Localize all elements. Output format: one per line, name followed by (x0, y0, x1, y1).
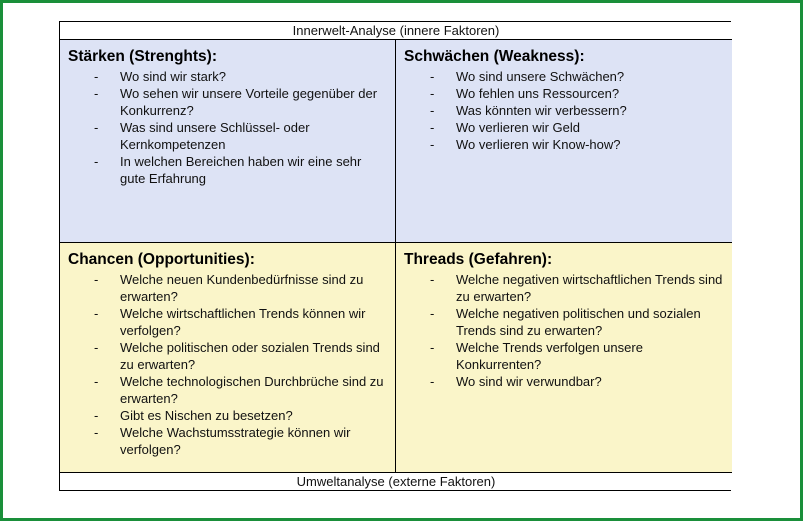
bullet-dash: - (94, 408, 99, 423)
bullet-dash: - (94, 120, 99, 135)
weaknesses-list (404, 68, 726, 153)
bullet-dash: - (94, 306, 99, 321)
threats-cell (396, 243, 732, 472)
list-item (68, 85, 389, 119)
list-item-text: In welchen Bereichen haben wir eine sehr gute Erfahrung (120, 154, 362, 186)
list-item-text: Welche wirtschaftlichen Trends können wir verfolgen? (120, 306, 366, 338)
list-item-text: Welche negativen politischen und sozialen Trends sind zu erwarten? (456, 306, 701, 338)
bullet-dash: - (430, 120, 435, 135)
list-item (404, 305, 726, 339)
list-item (68, 119, 389, 153)
weaknesses-cell (396, 40, 732, 243)
list-item-text: Was sind unsere Schlüssel- oder Kernkompetenzen (120, 120, 310, 152)
strengths-list (68, 68, 389, 187)
opportunities-list (68, 271, 389, 458)
opportunities-cell (60, 243, 396, 472)
bullet-dash: - (94, 340, 99, 355)
list-item-text: Welche Trends verfolgen unsere Konkurrenten? (456, 340, 643, 372)
threats-list (404, 271, 726, 390)
strengths-title: Stärken (Strenghts): (68, 48, 217, 65)
list-item-text: Wo verlieren wir Know-how? (456, 137, 621, 152)
list-item (404, 339, 726, 373)
list-item-text: Welche Wachstumsstrategie können wir verfolgen? (120, 425, 351, 457)
list-item (68, 424, 389, 458)
list-item-text: Wo fehlen uns Ressourcen? (456, 86, 620, 101)
bullet-dash: - (430, 306, 435, 321)
weaknesses-title: Schwächen (Weakness): (404, 48, 585, 65)
external-analysis-footer: Umweltanalyse (externe Faktoren) (60, 472, 732, 490)
bullet-dash: - (94, 154, 99, 169)
internal-analysis-header: Innerwelt-Analyse (innere Faktoren) (60, 22, 732, 40)
list-item (404, 119, 726, 136)
list-item (404, 136, 726, 153)
bullet-dash: - (430, 272, 435, 287)
bullet-dash: - (94, 425, 99, 440)
bullet-dash: - (430, 137, 435, 152)
list-item-text: Gibt es Nischen zu besetzen? (120, 408, 293, 423)
list-item-text: Wo sind wir stark? (120, 69, 226, 84)
bullet-dash: - (430, 374, 435, 389)
bullet-dash: - (430, 86, 435, 101)
list-item-text: Wo sind wir verwundbar? (456, 374, 602, 389)
list-item (68, 305, 389, 339)
threats-title: Threads (Gefahren): (404, 251, 553, 268)
list-item (68, 271, 389, 305)
list-item (404, 373, 726, 390)
list-item (68, 407, 389, 424)
list-item (68, 68, 389, 85)
bullet-dash: - (94, 69, 99, 84)
bullet-dash: - (430, 69, 435, 84)
list-item-text: Welche politischen oder sozialen Trends sind zu erwarten? (120, 340, 380, 372)
list-item (68, 373, 389, 407)
bullet-dash: - (430, 103, 435, 118)
swot-table (59, 21, 731, 491)
bullet-dash: - (430, 340, 435, 355)
list-item-text: Wo verlieren wir Geld (456, 120, 581, 135)
opportunities-title: Chancen (Opportunities): (68, 251, 255, 268)
list-item-text: Welche technologischen Durchbrüche sind zu erwarten? (120, 374, 384, 406)
list-item (404, 271, 726, 305)
strengths-cell (60, 40, 396, 243)
bullet-dash: - (94, 374, 99, 389)
list-item-text: Was könnten wir verbessern? (456, 103, 627, 118)
list-item-text: Welche negativen wirtschaftlichen Trends sind zu erwarten? (456, 272, 723, 304)
list-item (404, 85, 726, 102)
list-item-text: Welche neuen Kundenbedürfnisse sind zu erwarten? (120, 272, 364, 304)
bullet-dash: - (94, 272, 99, 287)
list-item-text: Wo sehen wir unsere Vorteile gegenüber der Konkurrenz? (120, 86, 378, 118)
list-item (404, 68, 726, 85)
bullet-dash: - (94, 86, 99, 101)
list-item (404, 102, 726, 119)
list-item-text: Wo sind unsere Schwächen? (456, 69, 625, 84)
list-item (68, 153, 389, 187)
list-item (68, 339, 389, 373)
